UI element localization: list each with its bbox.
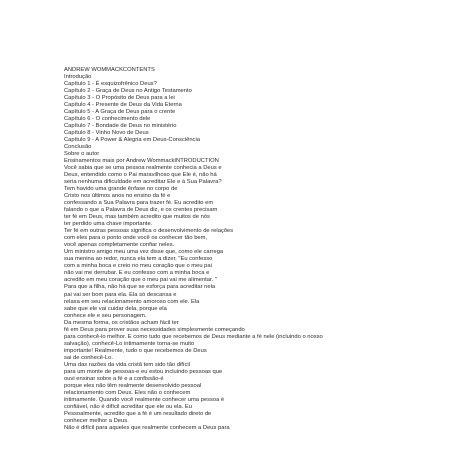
text-line: não vai me derrubar. E eu confesso com a minha boca e bbox=[64, 270, 210, 277]
text-line: Da mesma forma, os cristãos acham fácil ter bbox=[64, 319, 179, 326]
text-line: sai de conhecê-Lo. bbox=[64, 354, 113, 361]
text-line: sabe que ele vai cuidar dela, porque ela bbox=[64, 305, 167, 312]
text-line: fé em Deus para prover suas necessidades simplesmente começando bbox=[64, 326, 245, 333]
text-line: ter fé em Deus, mas também acredito que muitos de nós bbox=[64, 214, 210, 221]
text-line: porque eles não têm realmente desenvolvido pessoal bbox=[64, 382, 202, 389]
text-line: com eles para o ponto onde você os conhecer tão bem, bbox=[64, 235, 208, 242]
text-line: Ensinamentos mais por Andrew WommackINTRODUCTION bbox=[64, 158, 219, 165]
text-line: Pessoalmente, acredito que a fé é um resultado direto de bbox=[64, 410, 212, 417]
text-line: Capítulo 4 - Presente de Deus da Vida Eterna bbox=[64, 102, 182, 109]
text-line: confiável, não é difícil acreditar que ele ou ela. Eu bbox=[64, 403, 192, 410]
text-line: você apenas completamente confiar neles. bbox=[64, 242, 175, 249]
text-line: importante! Realmente, tudo o que recebemos de Deus bbox=[64, 347, 207, 354]
text-line: Capítulo 8 - Vinho Novo de Deus bbox=[64, 130, 149, 137]
text-line: Sobre o autor bbox=[64, 151, 100, 158]
text-line: relacionamento com Deus. Eles não o conhecem bbox=[64, 389, 191, 396]
text-line: relaxa em seu relacionamento amoroso com ele. Ela bbox=[64, 298, 200, 305]
text-line: acredito em meu coração que o meu pai vai me alimentar. " bbox=[64, 277, 217, 284]
text-line: Uma das razões da vida cristã tem sido tão difícil bbox=[64, 361, 190, 368]
document-text bbox=[64, 67, 449, 432]
text-line: intimamente. Quando você realmente conhecer uma pessoa é bbox=[64, 396, 225, 403]
text-line: Deus, entendido como o Pai maravilhoso que Ele é, não há bbox=[64, 172, 217, 179]
text-line: ANDREW WOMMACKCONTENTS bbox=[64, 67, 155, 73]
text-line: Tem havido uma grande ênfase no corpo de bbox=[64, 186, 178, 193]
text-line: confessando a Sua Palavra para trazer fé. Eu acredito em bbox=[64, 200, 214, 207]
text-line: Para que a filha, não há que se esforça para acreditar nela bbox=[64, 284, 216, 291]
text-line: Capítulo 9 - A Power & Alegria em Deus-Consciência bbox=[64, 137, 200, 144]
text-line: Introdução bbox=[64, 74, 92, 81]
text-line: ouvi ensinar sobre a fé e a confissão-é bbox=[64, 375, 164, 382]
text-line: Conclusão bbox=[64, 144, 92, 151]
text-line: pai vai ser bom para ela. Ela só descansa e bbox=[64, 291, 177, 298]
text-line: Capítulo 3 - O Propósito de Deus para a lei bbox=[64, 95, 175, 102]
text-line: para um monte de pessoas-e eu estou incluindo pessoas que bbox=[64, 368, 223, 375]
text-line: Capítulo 1 - É esquizofrênico Deus? bbox=[64, 81, 157, 88]
text-line: falando o que a Palavra de Deus diz, e os crentes precisam bbox=[64, 207, 218, 214]
text-line: ter perdido uma chave importante. bbox=[64, 221, 153, 228]
text-line: Cristo nos últimos anos no ensino da fé e bbox=[64, 193, 171, 200]
text-line: seria nenhuma dificuldade em acreditar Ele e à Sua Palavra? bbox=[64, 179, 222, 186]
text-line: para conhecê-lo melhor. E como tudo que recebemos de Deus mediante a fé nele (incluindo o nosso bbox=[64, 333, 323, 340]
text-line: salvação), conhecê-Lo intimamente torna-se muito bbox=[64, 340, 195, 347]
text-line: Capítulo 5 - A Graça de Deus para o crente bbox=[64, 109, 176, 116]
text-line: Capítulo 2 - Graça de Deus no Antigo Testamento bbox=[64, 88, 192, 95]
text-line: Não é difícil para aqueles que realmente conhecem a Deus para bbox=[64, 424, 230, 431]
text-line: Capítulo 7 - Bondade de Deus no ministério bbox=[64, 123, 177, 130]
text-line: conhece ele e seu personagem. bbox=[64, 312, 147, 319]
text-line: sua menina ao redor, nunca ela tem a dizer, "Eu confesso bbox=[64, 256, 213, 263]
text-line: Capítulo 6 - O conhecimento dele bbox=[64, 116, 151, 123]
text-line: Ter fé em outras pessoas significa o desenvolvimento de relações bbox=[64, 228, 234, 235]
text-line: Um ministro amigo meu uma vez disse que, como ele carrega bbox=[64, 249, 224, 256]
text-line: conhecer melhor a Deus. bbox=[64, 417, 129, 424]
text-line: com a minha boca e creio no meu coração que o meu pai bbox=[64, 263, 212, 270]
text-line: Você sabia que se uma pessoa realmente conhecia a Deus e bbox=[64, 165, 222, 172]
